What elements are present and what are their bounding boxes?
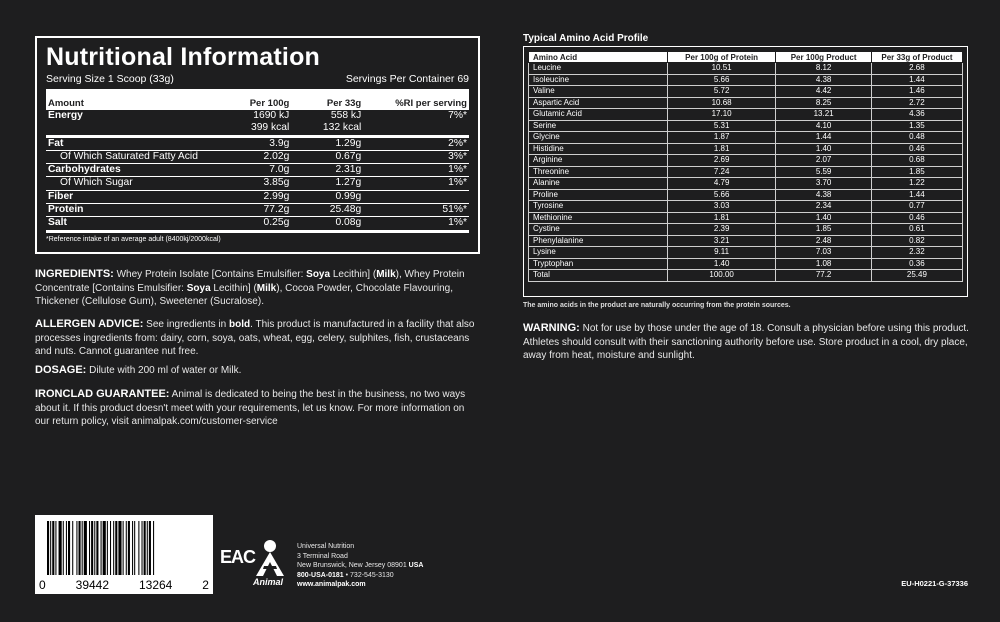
amino-value: 1.44	[871, 74, 962, 86]
amino-name: Cystine	[529, 224, 668, 236]
amino-value: 0.77	[871, 201, 962, 213]
header-per33: Per 33g	[291, 97, 363, 110]
animal-logo	[250, 538, 290, 587]
animal-logo-icon	[250, 538, 290, 578]
nutrient-row	[46, 136, 469, 150]
amino-value: 2.39	[667, 224, 776, 236]
serving-info	[46, 73, 469, 86]
amino-name: Phenylalanine	[529, 235, 668, 247]
amino-header-row	[529, 52, 963, 63]
nutrient-per33: 0.08g	[291, 217, 363, 230]
warning-block	[523, 322, 973, 363]
amino-value: 9.11	[667, 247, 776, 259]
thick-divider	[46, 89, 469, 97]
amino-name: Alanine	[529, 178, 668, 190]
amino-value: 13.21	[776, 109, 871, 121]
amino-value: 25.49	[871, 270, 962, 282]
amino-row	[529, 74, 963, 86]
barcode-bar	[149, 521, 151, 575]
address-line: Universal Nutrition	[297, 543, 355, 550]
amino-value: 5.66	[667, 74, 776, 86]
amino-name: Proline	[529, 189, 668, 201]
barcode-bar	[132, 521, 133, 575]
nutrient-ri: 3%*	[363, 150, 469, 163]
address-city: New Brunswick, New Jersey 08901	[297, 562, 409, 569]
amino-table-body	[529, 63, 963, 282]
amino-value: 2.32	[871, 247, 962, 259]
nutrient-per100: 1690 kJ	[253, 110, 290, 121]
allergen-soya: Soya	[186, 282, 211, 294]
barcode-digits	[35, 578, 213, 592]
amino-name: Isoleucine	[529, 74, 668, 86]
amino-row	[529, 270, 963, 282]
amino-name: Tyrosine	[529, 201, 668, 213]
nutrient-per33: 132 kcal	[322, 122, 362, 134]
address-line	[297, 571, 423, 581]
amino-row	[529, 97, 963, 109]
amino-value: 2.69	[667, 155, 776, 167]
barcode-bar	[123, 521, 124, 575]
amino-value: 1.46	[871, 86, 962, 98]
nutrient-ri: 2%*	[363, 136, 469, 150]
barcode-bar	[63, 521, 64, 575]
amino-value: 5.72	[667, 86, 776, 98]
ingredients-text: Lecithin] (	[210, 282, 257, 294]
phone-secondary: • 732-545-3130	[343, 571, 394, 579]
amino-row	[529, 143, 963, 155]
amino-value: 0.48	[871, 132, 962, 144]
barcode-bar	[96, 521, 98, 575]
nutrition-facts-panel	[35, 36, 480, 254]
amino-value: 0.68	[871, 155, 962, 167]
amino-row	[529, 120, 963, 132]
amino-row	[529, 63, 963, 75]
amino-row	[529, 201, 963, 213]
barcode-bar	[142, 521, 143, 575]
warning-text: Not for use by those under the age of 18. Consult a physician before using this product. Athletes should consult with their sanctioning authority before use. Store product in a cool, dry place, away from heat, moisture and sunlight.	[523, 323, 969, 361]
nutrient-name: Fiber	[46, 190, 232, 203]
ingredients-text: Lecithin] (	[330, 269, 377, 280]
amino-value: 7.24	[667, 166, 776, 178]
amino-row	[529, 224, 963, 236]
barcode-bar	[101, 521, 102, 575]
barcode-bar	[107, 521, 108, 575]
nutrient-per33: 2.31g	[291, 164, 363, 177]
barcode-bars	[41, 521, 207, 575]
amino-value: 0.82	[871, 235, 962, 247]
guarantee-label: IRONCLAD GUARANTEE:	[35, 388, 170, 400]
amino-value: 7.03	[776, 247, 871, 259]
barcode-digit: 0	[39, 578, 46, 592]
company-address	[297, 542, 423, 590]
website: www.animalpak.com	[297, 581, 366, 588]
amino-note: The amino acids in the product are naturally occurring from the protein sources.	[523, 302, 791, 309]
header-ri: %RI per serving	[363, 97, 469, 110]
nutrient-per33: 1.27g	[291, 177, 363, 190]
barcode-bar	[138, 521, 139, 575]
amino-value: 5.31	[667, 120, 776, 132]
amino-row	[529, 178, 963, 190]
barcode-digit: 13264	[138, 578, 173, 592]
amino-value: 3.21	[667, 235, 776, 247]
amino-row	[529, 132, 963, 144]
barcode	[35, 515, 213, 594]
ingredients-text: Whey Protein Isolate [Contains Emulsifier:	[113, 269, 307, 280]
amino-value: 0.46	[871, 143, 962, 155]
barcode-bar	[59, 521, 62, 575]
amino-value: 5.66	[667, 189, 776, 201]
ingredients-text: ), Whey Protein Concentrate [Contains Emulsifier:	[35, 269, 465, 294]
amino-value: 2.68	[871, 63, 962, 75]
amino-value: 2.72	[871, 97, 962, 109]
barcode-bar	[103, 521, 106, 575]
nutrient-name: Energy	[48, 110, 83, 121]
nutrient-ri: 7%*	[448, 110, 467, 121]
amino-row	[529, 166, 963, 178]
nutrient-per100: 0.25g	[232, 217, 291, 230]
amino-value: 4.38	[776, 189, 871, 201]
amino-value: 2.07	[776, 155, 871, 167]
amino-value: 17.10	[667, 109, 776, 121]
nutrient-ri: 1%*	[363, 177, 469, 190]
barcode-bar	[66, 521, 67, 575]
amino-value: 4.36	[871, 109, 962, 121]
amino-row	[529, 258, 963, 270]
nutrient-per100: 3.9g	[232, 136, 291, 150]
amino-name: Glutamic Acid	[529, 109, 668, 121]
nutrient-per100: 7.0g	[232, 164, 291, 177]
amino-value: 4.42	[776, 86, 871, 98]
barcode-bar	[52, 521, 54, 575]
nutrient-per100: 3.85g	[232, 177, 291, 190]
nutrient-name: Salt	[46, 217, 232, 230]
amino-name: Lysine	[529, 247, 668, 259]
dosage-label: DOSAGE:	[35, 364, 87, 376]
barcode-bar	[68, 521, 70, 575]
servings-per-container: Servings Per Container 69	[345, 73, 469, 85]
barcode-bar	[144, 521, 146, 575]
warning-label: WARNING:	[523, 322, 580, 334]
barcode-bar	[147, 521, 148, 575]
amino-name: Valine	[529, 86, 668, 98]
amino-row	[529, 109, 963, 121]
amino-value: 1.08	[776, 258, 871, 270]
amino-value: 0.61	[871, 224, 962, 236]
amino-row	[529, 189, 963, 201]
amino-name: Leucine	[529, 63, 668, 75]
serving-size: Serving Size 1 Scoop (33g)	[46, 73, 174, 85]
guarantee-text: Animal is dedicated to being the best in the business, no two ways about it. If this product doesn't meet with your requirements, let us know. For more information on our return policy, visit animalpak.com/customer-service	[35, 389, 466, 427]
amino-title: Typical Amino Acid Profile	[523, 33, 649, 44]
barcode-bar	[82, 521, 83, 575]
amino-value: 1.40	[776, 143, 871, 155]
amino-value: 1.35	[871, 120, 962, 132]
nutrient-per33: 1.29g	[291, 136, 363, 150]
allergen-block	[35, 318, 480, 359]
allergen-bold-word: bold	[229, 319, 251, 330]
allergen-soya: Soya	[306, 269, 331, 280]
eac-mark: EAC	[220, 547, 256, 567]
lot-code: EU-H0221-G-37336	[901, 579, 968, 588]
amino-value: 1.22	[871, 178, 962, 190]
nutrient-name	[46, 122, 232, 136]
dosage-block	[35, 364, 480, 378]
nutrition-title: Nutritional Information	[46, 43, 321, 71]
barcode-bar	[47, 521, 49, 575]
barcode-bar	[89, 521, 90, 575]
nutrient-row	[46, 164, 469, 177]
amino-row	[529, 247, 963, 259]
allergen-text: See ingredients in	[143, 319, 229, 330]
amino-row	[529, 155, 963, 167]
amino-name: Glycine	[529, 132, 668, 144]
nutrient-name: Of Which Sugar	[46, 177, 232, 190]
nutrient-per100: 77.2g	[232, 204, 291, 217]
amino-value: 8.12	[776, 63, 871, 75]
header-per100-product: Per 100g Product	[776, 52, 871, 63]
header-per33-product: Per 33g of Product	[871, 52, 962, 63]
header-per100: Per 100g	[232, 97, 291, 110]
nutrient-row	[46, 122, 469, 136]
nutrient-per33: 25.48g	[291, 204, 363, 217]
nutrient-per33: 0.67g	[291, 150, 363, 163]
nutrient-per100: 399 kcal	[250, 122, 290, 134]
amino-value: 8.25	[776, 97, 871, 109]
header-amino-acid: Amino Acid	[529, 52, 668, 63]
amino-value: 4.38	[776, 74, 871, 86]
header-amount: Amount	[46, 97, 232, 110]
nutrient-per33: 558 kJ	[330, 110, 362, 121]
amino-name: Arginine	[529, 155, 668, 167]
allergen-text: . This product is manufactured in a facility that also processes ingredients from: dairy, corn, soya, oats, wheat, egg, celery, sulphites, fish, crustaceans and nuts. Cannot guarantee nut free.	[35, 319, 475, 357]
barcode-bar	[118, 521, 121, 575]
barcode-bar	[113, 521, 114, 575]
nutrient-row	[46, 150, 469, 163]
nutrient-name: Fat	[46, 136, 232, 150]
amino-value: 0.46	[871, 212, 962, 224]
nutrition-header-row	[46, 97, 469, 110]
amino-name: Threonine	[529, 166, 668, 178]
amino-value: 1.85	[871, 166, 962, 178]
nutrient-ri: 51%*	[363, 204, 469, 217]
amino-value: 1.40	[667, 258, 776, 270]
amino-value: 0.36	[871, 258, 962, 270]
amino-name: Methionine	[529, 212, 668, 224]
allergen-milk: Milk	[376, 269, 396, 280]
barcode-digit: 39442	[75, 578, 110, 592]
amino-value: 1.87	[667, 132, 776, 144]
nutrient-per100: 2.02g	[232, 150, 291, 163]
barcode-bar	[76, 521, 77, 575]
nutrient-row	[46, 190, 469, 203]
amino-value: 1.81	[667, 143, 776, 155]
barcode-bar	[72, 521, 73, 575]
nutrition-table	[46, 97, 469, 230]
amino-value: 2.34	[776, 201, 871, 213]
address-country: USA	[408, 562, 424, 569]
barcode-bar	[91, 521, 93, 575]
amino-value: 1.85	[776, 224, 871, 236]
nutrient-name: Carbohydrates	[46, 164, 232, 177]
ingredients-label: INGREDIENTS:	[35, 268, 114, 280]
barcode-bar	[84, 521, 87, 575]
barcode-bar	[110, 521, 111, 575]
amino-value: 3.03	[667, 201, 776, 213]
nutrient-ri	[363, 190, 469, 203]
nutrient-row	[46, 217, 469, 230]
amino-name: Aspartic Acid	[529, 97, 668, 109]
nutrition-footnote: *Reference intake of an average adult (8400kj/2000kcal)	[46, 230, 469, 243]
nutrient-per100: 2.99g	[232, 190, 291, 203]
barcode-bar	[153, 521, 154, 575]
dosage-text: Dilute with 200 ml of water or Milk.	[86, 365, 242, 376]
barcode-bar	[126, 521, 127, 575]
amino-name: Total	[529, 270, 668, 282]
barcode-bar	[115, 521, 117, 575]
nutrient-row	[46, 177, 469, 190]
amino-row	[529, 212, 963, 224]
barcode-bar	[94, 521, 95, 575]
amino-acid-panel	[523, 46, 968, 297]
phone-primary: 800-USA-0181	[297, 571, 344, 579]
nutrient-row	[46, 204, 469, 217]
barcode-bar	[134, 521, 135, 575]
allergen-milk: Milk	[256, 282, 277, 294]
guarantee-block	[35, 388, 480, 429]
amino-value: 3.70	[776, 178, 871, 190]
barcode-digit: 2	[202, 578, 209, 592]
amino-value: 2.48	[776, 235, 871, 247]
header-per100-protein: Per 100g of Protein	[667, 52, 776, 63]
nutrient-ri	[363, 122, 469, 136]
ingredients-text: ), Cocoa Powder, Chocolate Flavouring, Thickener (Cellulose Gum), Sweetener (Sucralose).	[35, 282, 453, 307]
nutrient-row	[46, 110, 469, 122]
address-line	[297, 561, 423, 571]
amino-value: 1.44	[871, 189, 962, 201]
amino-value: 77.2	[776, 270, 871, 282]
ingredients-block	[35, 268, 480, 309]
amino-row	[529, 86, 963, 98]
barcode-bar	[128, 521, 130, 575]
amino-value: 100.00	[667, 270, 776, 282]
amino-value: 10.68	[667, 97, 776, 109]
barcode-bar	[50, 521, 51, 575]
amino-name: Histidine	[529, 143, 668, 155]
amino-name: Tryptophan	[529, 258, 668, 270]
amino-name: Serine	[529, 120, 668, 132]
allergen-label: ALLERGEN ADVICE:	[35, 318, 144, 330]
nutrient-name: Protein	[46, 204, 232, 217]
amino-value: 1.40	[776, 212, 871, 224]
amino-row	[529, 235, 963, 247]
amino-value: 5.59	[776, 166, 871, 178]
amino-value: 1.81	[667, 212, 776, 224]
nutrient-ri: 1%*	[363, 164, 469, 177]
nutrient-name: Of Which Saturated Fatty Acid	[46, 150, 232, 163]
barcode-bar	[79, 521, 81, 575]
nutrient-ri: 1%*	[363, 217, 469, 230]
amino-table	[528, 51, 963, 282]
barcode-bar	[55, 521, 56, 575]
amino-value: 1.44	[776, 132, 871, 144]
amino-value: 4.79	[667, 178, 776, 190]
amino-value: 4.10	[776, 120, 871, 132]
address-line: 3 Terminal Road	[297, 552, 348, 560]
amino-value: 10.51	[667, 63, 776, 75]
nutrient-per33: 0.99g	[291, 190, 363, 203]
animal-logo-word: Animal	[253, 577, 284, 587]
